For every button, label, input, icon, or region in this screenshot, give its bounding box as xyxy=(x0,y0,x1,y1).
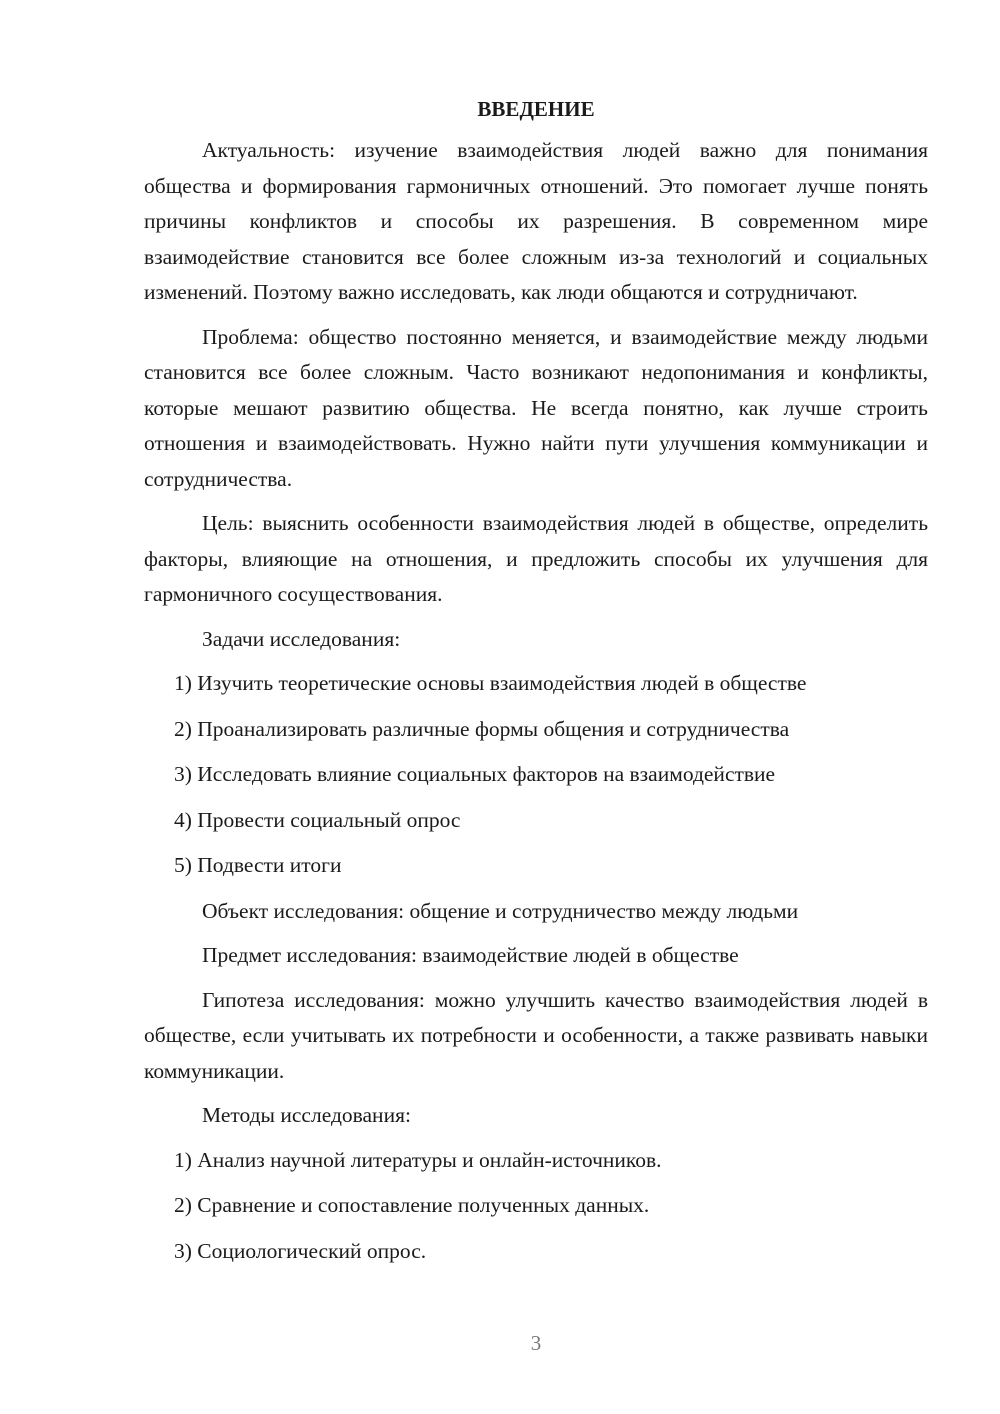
task-item: 3) Исследовать влияние социальных факторов на взаимодействие xyxy=(174,762,776,786)
task-item: 5) Подвести итоги xyxy=(174,853,342,877)
hypothesis-paragraph: Гипотеза исследования: можно улучшить качество взаимодействия людей в обществе, если учитывать их потребности и особенности, а также развивать навыки коммуникации. xyxy=(144,987,928,1083)
task-item: 4) Провести социальный опрос xyxy=(174,807,461,832)
relevance-paragraph: Актуальность: изучение взаимодействия людей важно для понимания общества и формирования гармоничных отношений. Это помогает лучше понять причины конфликтов и способы их разрешения. В современном мире взаимодействие становится все более сложным из-за технологий и социальных изменений. Поэтому важно исследовать, как люди общаются и сотрудничают. xyxy=(144,138,928,304)
research-object: Объект исследования: общение и сотрудничество между людьми xyxy=(202,898,799,923)
method-item: 3) Социологический опрос. xyxy=(174,1238,427,1263)
methods-heading: Методы исследования: xyxy=(202,1103,411,1127)
method-item: 1) Анализ научной литературы и онлайн-источников. xyxy=(174,1147,662,1172)
page-title: ВВЕДЕНИЕ xyxy=(477,97,595,121)
tasks-list xyxy=(144,666,928,884)
task-item: 2) Проанализировать различные формы общения и сотрудничества xyxy=(174,716,790,741)
page-number: 3 xyxy=(530,1331,542,1355)
tasks-heading: Задачи исследования: xyxy=(202,626,401,651)
problem-paragraph: Проблема: общество постоянно меняется, и взаимодействие между людьми становится все более сложным. Часто возникают недопонимания и конфликты, которые мешают развитию общества. Не всегда понятно, как лучше строить отношения и взаимодействовать. Нужно найти пути улучшения коммуникации и сотрудничества. xyxy=(144,324,928,491)
method-item: 2) Сравнение и сопоставление полученных данных. xyxy=(174,1193,650,1217)
research-subject: Предмет исследования: взаимодействие людей в обществе xyxy=(202,943,739,967)
methods-list xyxy=(144,1143,928,1270)
page-content xyxy=(144,92,928,1279)
goal-paragraph: Цель: выяснить особенности взаимодействия людей в обществе, определить факторы, влияющие на отношения, и предложить способы их улучшения для гармоничного сосуществования. xyxy=(144,511,928,606)
task-item: 1) Изучить теоретические основы взаимодействия людей в обществе xyxy=(174,671,807,695)
